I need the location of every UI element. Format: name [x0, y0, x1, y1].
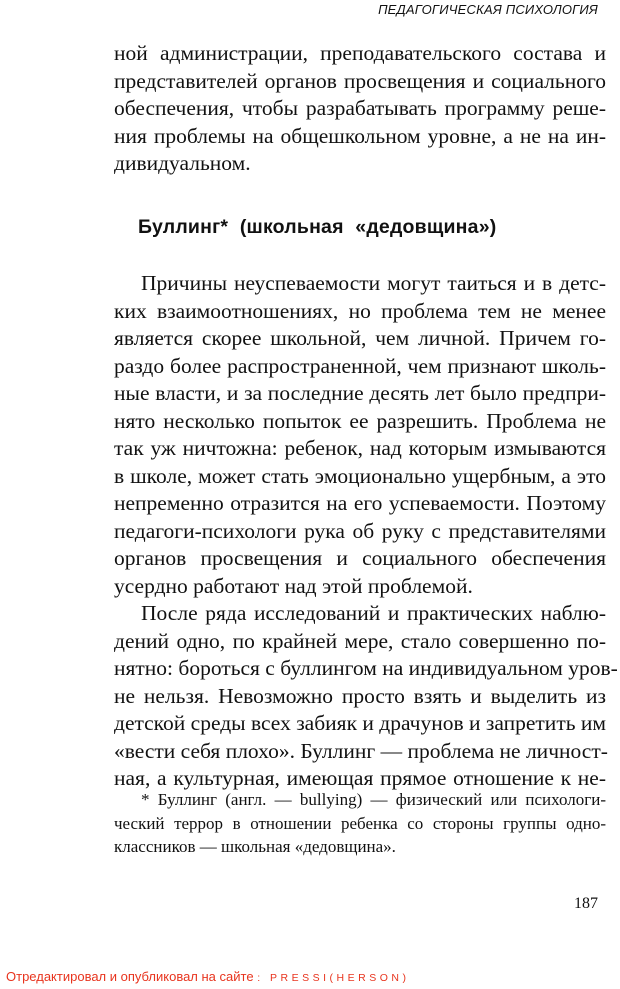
text-line: детской среды всех забияк и драчунов и запретить им — [114, 711, 607, 735]
text-line: усердно работают над этой проблемой. — [114, 573, 473, 598]
text-line: ких взаимоотношениях, но проблема тем не менее — [114, 298, 606, 323]
running-header: ПЕДАГОГИЧЕСКАЯ ПСИХОЛОГИЯ — [378, 2, 598, 17]
text-line: ной администрации, преподавательского состава и — [114, 41, 606, 65]
text-line: педагоги-психологи рука об руку с представителями — [114, 518, 606, 543]
footnote — [114, 788, 606, 859]
top-paragraph — [114, 40, 606, 178]
text-line: ния проблемы на общешкольном уровне, а не на ин- — [114, 123, 606, 148]
text-line: представителей органов просвещения и социального — [114, 68, 606, 93]
text-line: органов просвещения и социального обеспечения — [114, 546, 606, 570]
footnote-line: ческий террор в отношении ребенка со стороны группы одно- — [114, 813, 606, 833]
text-line: в школе, может стать эмоционально ущербным, а это — [114, 463, 606, 488]
text-line: является скорее школьной, чем личной. Причем го- — [114, 326, 606, 350]
watermark-text: Отредактировал и опубликовал на сайте — [6, 969, 254, 984]
text-line: После ряда исследований и практических наблю- — [141, 601, 606, 625]
text-line: так уж ничтожна: ребенок, над которым измываются — [114, 436, 606, 460]
footnote-line: * Буллинг (англ. — bullying) — физический или психологи- — [141, 790, 606, 809]
watermark-site: : PRESSI(HERSON) — [257, 972, 410, 984]
text-line: «вести себя плохо». Буллинг — проблема не личност- — [114, 738, 608, 763]
section-heading: Буллинг* (школьная «дедовщина») — [138, 216, 497, 238]
text-line: нятно: бороться с буллингом на индивидуальном уров- — [114, 656, 618, 680]
text-line: нято несколько попыток ее разрешить. Проблема не — [114, 408, 606, 433]
footnote-line: классников — школьная «дедовщина». — [114, 837, 396, 856]
text-line: дивидуальном. — [114, 151, 251, 175]
page-number: 187 — [574, 895, 598, 912]
text-line: непременно отразится на его успеваемости. Поэтому — [114, 491, 606, 515]
text-line: обеспечения, чтобы разрабатывать программу реше- — [114, 96, 606, 120]
watermark — [6, 969, 409, 984]
text-line: дений одно, по крайней мере, стало совершенно по- — [114, 628, 606, 653]
text-line: ные власти, и за последние десять лет было предпри- — [114, 381, 606, 405]
text-line: не нельзя. Невозможно просто взять и выделить из — [114, 683, 606, 708]
paragraph-1 — [114, 270, 618, 793]
text-line: раздо более распространенной, чем признают школь- — [114, 353, 606, 378]
text-line: Причины неуспеваемости могут таиться и в детс- — [141, 271, 606, 295]
text-line: ная, а культурная, имеющая прямое отношение к не- — [114, 766, 606, 790]
